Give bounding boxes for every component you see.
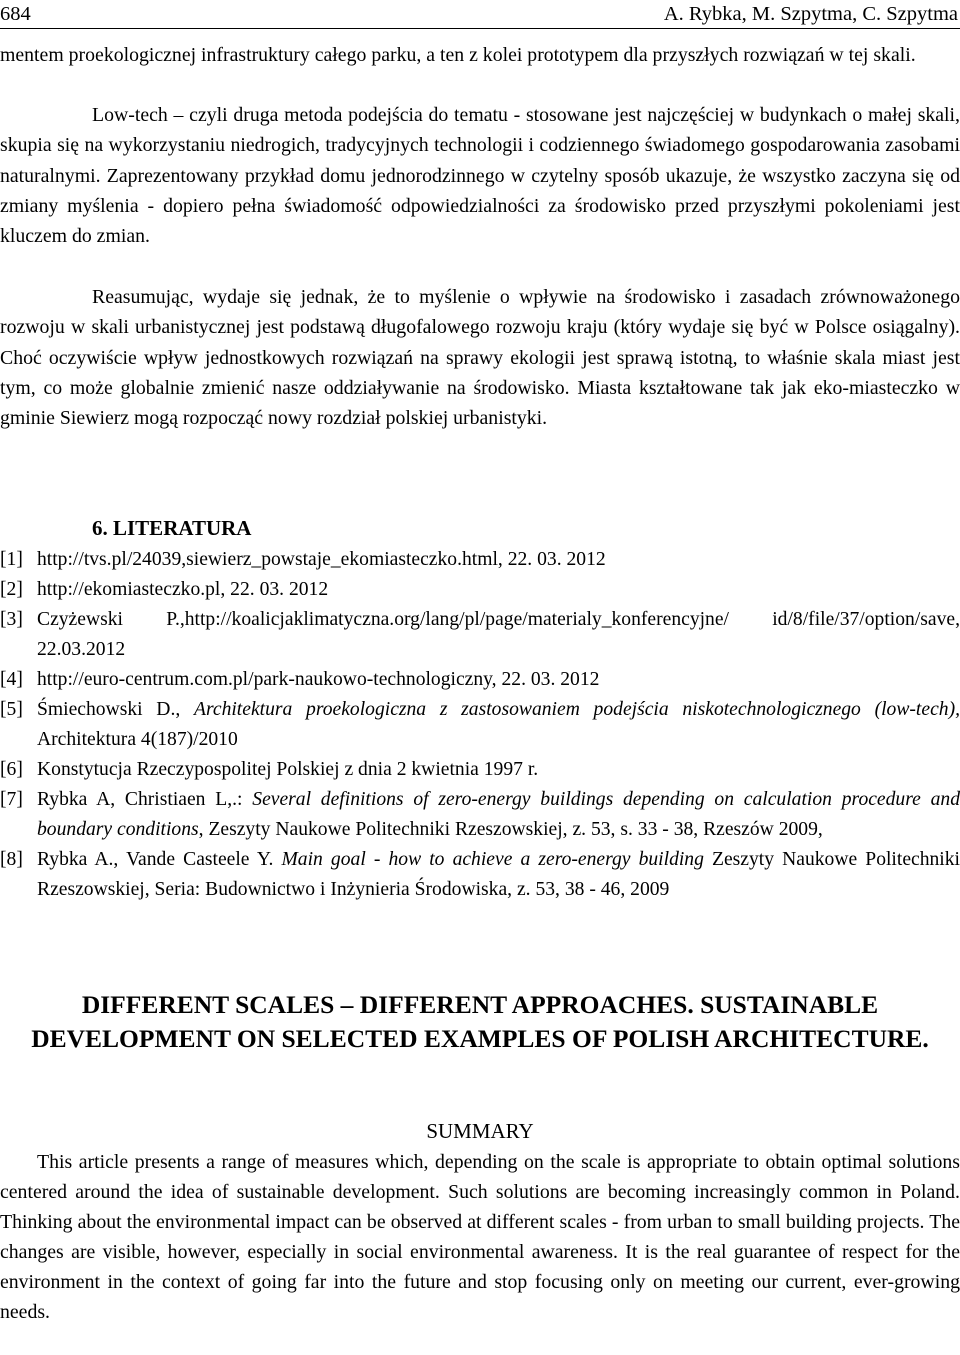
running-authors: A. Rybka, M. Szpytma, C. Szpytma (663, 3, 958, 25)
summary-heading: SUMMARY (426, 1119, 534, 1143)
body-paragraph-1: mentem proekologicznej infrastruktury całego parku, a ten z kolei prototypem dla przyszłych rozwiązań w tej skali. (0, 44, 916, 66)
reference-number: [2] (0, 579, 23, 600)
reference-author: Rybka A, Christiaen L,.: (37, 789, 243, 810)
reference-number: [5] (0, 699, 23, 720)
reference-item (0, 785, 960, 845)
reference-item (0, 665, 960, 695)
reference-number: [4] (0, 669, 23, 690)
literature-heading: 6. LITERATURA (92, 516, 252, 540)
reference-item (0, 755, 960, 785)
reference-title: Several definitions of zero-energy buildings depending on calculation procedure and boundary conditions (37, 789, 960, 840)
reference-number: [1] (0, 549, 23, 570)
reference-number: [8] (0, 849, 23, 870)
body-paragraph-3: Reasumując, wydaje się jednak, że to myślenie o wpływie na środowisko i zasadach zrównoważonego rozwoju w skali urbanistycznej jest podstawą długofalowego rozwoju kraju (który wydaje się być w Polsce osiągalny). Choć oczywiście wpływ jednostkowych rozwiązań na sprawy ekologii jest sprawą istotną, to właśnie skala miast jest tym, co może globalnie zmienić nasze oddziaływanie na środowisko. Miasta kształtowane tak jak eko-miasteczko w gminie Siewierz mogą rozpocząć nowy rozdział polskiej urbanistyki. (0, 286, 960, 430)
reference-number: [7] (0, 789, 23, 810)
page-number: 684 (0, 3, 31, 25)
reference-item (0, 605, 960, 665)
english-title: DIFFERENT SCALES – DIFFERENT APPROACHES. SUSTAINABLE DEVELOPMENT ON SELECTED EXAMPLES OF POLISH ARCHITECTURE. (31, 990, 929, 1053)
body-paragraph-2: Low-tech – czyli druga metoda podejścia do tematu - stosowane jest najczęściej w budynkach o małej skali, skupia się na wykorzystaniu niedrogich, tradycyjnych technologii i codziennego świadomego gospodarowania zasobami naturalnymi. Zaprezentowany przykład domu jednorodzinnego w czytelny sposób ukazuje, że wszystko zaczyna się od zmiany myślenia - dopiero pełna świadomość odpowiedzialności za środowisko przed przyszłymi pokoleniami jest kluczem do zmian. (0, 104, 960, 248)
reference-title: Main goal - how to achieve a zero-energy building (281, 849, 704, 870)
reference-item (0, 845, 960, 905)
reference-number: [3] (0, 609, 23, 630)
reference-author: Śmiechowski D., (37, 699, 181, 720)
reference-author: Rybka A., Vande Casteele Y. (37, 849, 274, 870)
reference-title: Architektura proekologiczna z zastosowaniem podejścia niskotechnologicznego (low-tech), (194, 699, 960, 720)
reference-item (0, 545, 960, 575)
reference-source: , Zeszyty Naukowe Politechniki Rzeszowskiej, z. 53, s. 33 - 38, Rzeszów 2009, (198, 819, 823, 840)
summary-text: This article presents a range of measures which, depending on the scale is appropriate to obtain optimal solutions centered around the idea of sustainable development. Such solutions are becoming increasingly common in Poland. Thinking about the environmental impact can be observed at different scales - from urban to small building projects. The changes are visible, however, especially in social environmental awareness. It is the real guarantee of respect for the environment in the context of going far into the future and stop focusing only on meeting our current, ever-growing needs. (0, 1151, 960, 1323)
reference-text: Konstytucja Rzeczypospolitej Polskiej z dnia 2 kwietnia 1997 r. (37, 759, 539, 780)
running-header (0, 2, 960, 29)
reference-source: Architektura 4(187)/2010 (37, 729, 238, 750)
reference-number: [6] (0, 759, 23, 780)
reference-text: http://euro-centrum.com.pl/park-naukowo-technologiczny, 22. 03. 2012 (37, 669, 600, 690)
reference-text: http://tvs.pl/24039,siewierz_powstaje_ekomiasteczko.html, 22. 03. 2012 (37, 549, 606, 570)
reference-item (0, 575, 960, 605)
reference-source: Zeszyty Naukowe Politechniki Rzeszowskiej, Seria: Budownictwo i Inżynieria Środowiska, z. 53, 38 - 46, 2009 (37, 849, 960, 900)
reference-list (0, 545, 960, 905)
reference-text: Czyżewski P.,http://koalicjaklimatyczna.org/lang/pl/page/materialy_konferencyjne/ id/8/file/37/option/save, 22.03.2012 (37, 609, 960, 660)
reference-item (0, 695, 960, 755)
reference-text: http://ekomiasteczko.pl, 22. 03. 2012 (37, 579, 329, 600)
